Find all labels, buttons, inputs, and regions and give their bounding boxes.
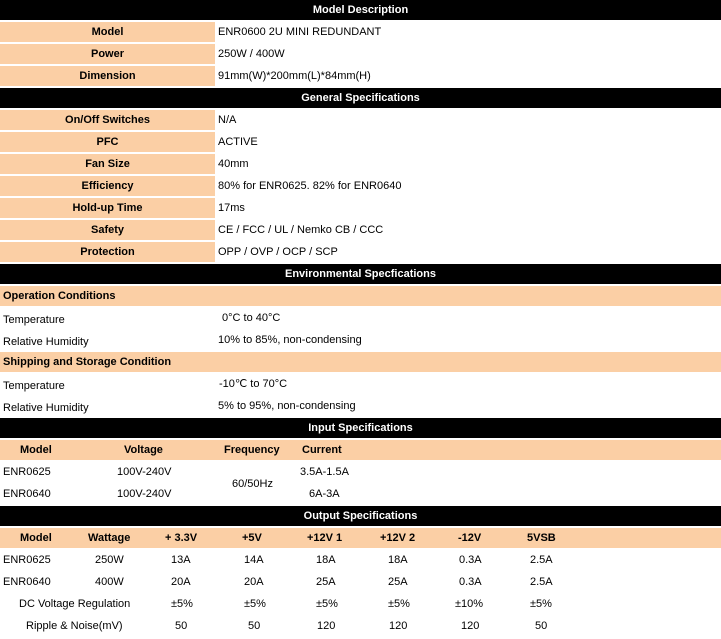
model-cell: ENR0625	[3, 466, 51, 478]
value-cell: 0.3A	[459, 576, 482, 588]
spec-value: 80% for ENR0625. 82% for ENR0640	[218, 180, 402, 192]
general-specifications-header: General Specifications	[0, 88, 721, 109]
spec-value: 91mm(W)*200mm(L)*84mm(H)	[218, 70, 371, 82]
column-header: +5V	[242, 532, 262, 544]
spec-label: Fan Size	[0, 154, 215, 174]
value-cell: 2.5A	[530, 554, 553, 566]
table-row	[0, 462, 721, 483]
column-header: Current	[302, 444, 342, 456]
value-cell: ±5%	[244, 598, 266, 610]
spec-value: ACTIVE	[218, 136, 258, 148]
spec-value: 250W / 400W	[218, 48, 285, 60]
spec-label: Hold-up Time	[0, 198, 215, 218]
voltage-cell: 100V-240V	[117, 488, 172, 500]
value-cell: 120	[461, 620, 480, 632]
env-label: Relative Humidity	[3, 336, 89, 348]
model-cell: ENR0640	[3, 488, 51, 500]
spec-row-dimension	[0, 66, 721, 87]
model-description-header: Model Description	[0, 0, 721, 21]
column-header: 5VSB	[527, 532, 556, 544]
spec-label: Dimension	[0, 66, 215, 86]
value-cell: 20A	[171, 576, 191, 588]
value-cell: 25A	[316, 576, 336, 588]
spec-row-fan-size	[0, 154, 721, 175]
value-cell: 2.5A	[530, 576, 553, 588]
table-row	[0, 484, 721, 505]
output-columns	[0, 528, 721, 549]
spec-row-onoff	[0, 110, 721, 131]
value-cell: 120	[317, 620, 336, 632]
value-cell: 120	[389, 620, 408, 632]
env-value: -10℃ to 70°C	[219, 378, 288, 390]
spec-value: OPP / OVP / OCP / SCP	[218, 246, 338, 258]
model-cell: ENR0640	[3, 576, 51, 588]
table-row	[0, 616, 721, 637]
model-cell: Ripple & Noise(mV)	[26, 620, 123, 632]
current-cell: 6A-3A	[309, 488, 340, 500]
value-cell: 18A	[388, 554, 408, 566]
column-header: +12V 1	[307, 532, 343, 544]
value-cell: ±5%	[530, 598, 552, 610]
output-specifications-header: Output Specifications	[0, 506, 721, 527]
env-row	[0, 330, 721, 351]
shipping-storage-title: Shipping and Storage Condition	[0, 352, 721, 373]
value-cell: 0.3A	[459, 554, 482, 566]
spec-row-pfc	[0, 132, 721, 153]
env-row	[0, 374, 721, 395]
spec-value: CE / FCC / UL / Nemko CB / CCC	[218, 224, 384, 236]
column-header: Wattage	[88, 532, 131, 544]
spec-label: On/Off Switches	[0, 110, 215, 130]
env-value: 10% to 85%, non-condensing	[218, 334, 362, 346]
column-header: + 3.3V	[165, 532, 198, 544]
environmental-specifications-header: Environmental Specfications	[0, 264, 721, 285]
value-cell: 20A	[244, 576, 264, 588]
env-row	[0, 308, 721, 329]
spec-row-model	[0, 22, 721, 43]
value-cell: 50	[248, 620, 261, 632]
value-cell: 50	[535, 620, 548, 632]
column-header: Voltage	[124, 444, 163, 456]
table-row	[0, 550, 721, 571]
wattage-cell: 400W	[95, 576, 124, 588]
spec-row-power	[0, 44, 721, 65]
model-cell: ENR0625	[3, 554, 51, 566]
wattage-cell: 250W	[95, 554, 124, 566]
value-cell: 25A	[388, 576, 408, 588]
spec-value: 40mm	[218, 158, 249, 170]
column-header: -12V	[458, 532, 482, 544]
value-cell: ±5%	[316, 598, 338, 610]
value-cell: 14A	[244, 554, 264, 566]
spec-value: N/A	[218, 114, 237, 126]
env-label: Relative Humidity	[3, 402, 89, 414]
spec-label: Efficiency	[0, 176, 215, 196]
operation-conditions-title: Operation Conditions	[0, 286, 721, 307]
spec-value: 17ms	[218, 202, 245, 214]
voltage-cell: 100V-240V	[117, 466, 172, 478]
spec-row-holdup	[0, 198, 721, 219]
spec-label: Protection	[0, 242, 215, 262]
env-value: 5% to 95%, non-condensing	[218, 400, 356, 412]
value-cell: 13A	[171, 554, 191, 566]
model-cell: DC Voltage Regulation	[19, 598, 131, 610]
frequency-cell: 60/50Hz	[232, 478, 273, 490]
spec-label: PFC	[0, 132, 215, 152]
spec-row-efficiency	[0, 176, 721, 197]
spec-value: ENR0600 2U MINI REDUNDANT	[218, 26, 382, 38]
spec-label: Power	[0, 44, 215, 64]
input-specifications-header: Input Specifications	[0, 418, 721, 439]
spec-label: Safety	[0, 220, 215, 240]
spec-row-safety	[0, 220, 721, 241]
current-cell: 3.5A-1.5A	[300, 466, 349, 478]
env-label: Temperature	[3, 380, 65, 392]
column-header: Model	[20, 444, 52, 456]
spec-label: Model	[0, 22, 215, 42]
value-cell: ±5%	[171, 598, 193, 610]
value-cell: ±5%	[388, 598, 410, 610]
table-row	[0, 572, 721, 593]
column-header: Frequency	[224, 444, 280, 456]
table-row	[0, 594, 721, 615]
value-cell: ±10%	[455, 598, 484, 610]
env-label: Temperature	[3, 314, 65, 326]
env-row	[0, 396, 721, 417]
value-cell: 18A	[316, 554, 336, 566]
env-value: 0°C to 40°C	[222, 312, 281, 324]
value-cell: 50	[175, 620, 188, 632]
column-header: +12V 2	[380, 532, 416, 544]
column-header: Model	[20, 532, 52, 544]
input-columns	[0, 440, 721, 461]
spec-row-protection	[0, 242, 721, 263]
